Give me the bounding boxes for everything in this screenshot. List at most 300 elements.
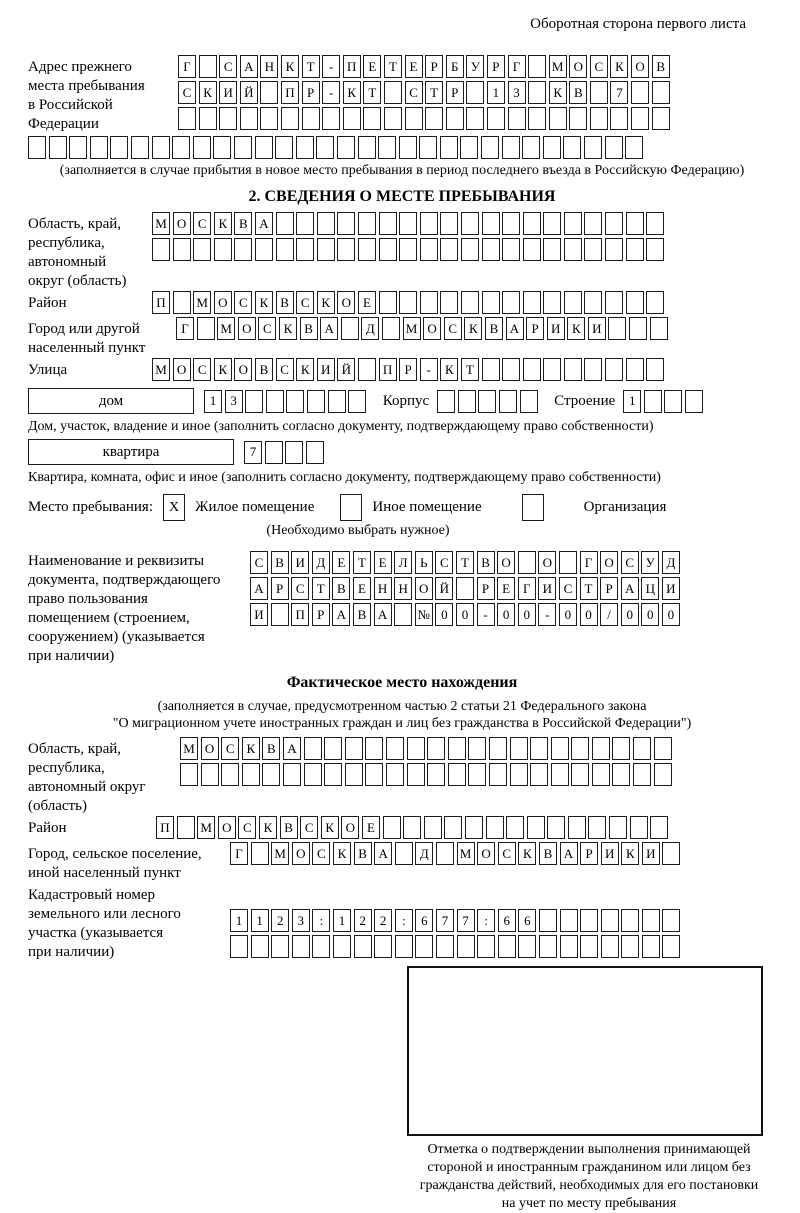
char-cell[interactable]: [343, 107, 361, 130]
char-cell[interactable]: [502, 136, 520, 159]
raion-row[interactable]: [152, 291, 667, 314]
char-cell[interactable]: 0: [580, 603, 598, 626]
char-cell[interactable]: 1: [230, 909, 248, 932]
char-cell[interactable]: М: [549, 55, 567, 78]
char-cell[interactable]: :: [477, 909, 495, 932]
char-cell[interactable]: [365, 763, 383, 786]
char-cell[interactable]: [580, 935, 598, 958]
char-cell[interactable]: [530, 763, 548, 786]
char-cell[interactable]: К: [199, 81, 217, 104]
char-cell[interactable]: [193, 238, 211, 261]
char-cell[interactable]: И: [662, 577, 680, 600]
char-cell[interactable]: [425, 107, 443, 130]
char-cell[interactable]: А: [240, 55, 258, 78]
char-cell[interactable]: [605, 238, 623, 261]
char-cell[interactable]: [626, 212, 644, 235]
char-cell[interactable]: [399, 212, 417, 235]
char-cell[interactable]: [522, 136, 540, 159]
fact-oblast-row-1[interactable]: [180, 737, 674, 760]
char-cell[interactable]: [178, 107, 196, 130]
char-cell[interactable]: К: [214, 212, 232, 235]
char-cell[interactable]: О: [292, 842, 310, 865]
char-cell[interactable]: А: [374, 842, 392, 865]
char-cell[interactable]: Р: [399, 358, 417, 381]
char-cell[interactable]: К: [321, 816, 339, 839]
char-cell[interactable]: [478, 390, 496, 413]
char-cell[interactable]: [543, 291, 561, 314]
char-cell[interactable]: [214, 238, 232, 261]
char-cell[interactable]: [276, 212, 294, 235]
char-cell[interactable]: [477, 935, 495, 958]
char-cell[interactable]: Ь: [415, 551, 433, 574]
char-cell[interactable]: С: [444, 317, 462, 340]
char-cell[interactable]: Л: [394, 551, 412, 574]
char-cell[interactable]: [255, 238, 273, 261]
kvartira-cells[interactable]: [244, 441, 326, 464]
char-cell[interactable]: С: [193, 212, 211, 235]
char-cell[interactable]: 0: [621, 603, 639, 626]
org-checkbox[interactable]: [522, 494, 544, 521]
char-cell[interactable]: [601, 935, 619, 958]
char-cell[interactable]: Д: [361, 317, 379, 340]
char-cell[interactable]: 1: [623, 390, 641, 413]
char-cell[interactable]: 7: [610, 81, 628, 104]
char-cell[interactable]: П: [152, 291, 170, 314]
char-cell[interactable]: В: [485, 317, 503, 340]
char-cell[interactable]: Т: [456, 551, 474, 574]
char-cell[interactable]: [498, 935, 516, 958]
char-cell[interactable]: В: [477, 551, 495, 574]
char-cell[interactable]: [324, 737, 342, 760]
char-cell[interactable]: [543, 212, 561, 235]
char-cell[interactable]: 6: [518, 909, 536, 932]
char-cell[interactable]: [337, 136, 355, 159]
ulitsa-row[interactable]: [152, 358, 667, 381]
char-cell[interactable]: К: [621, 842, 639, 865]
char-cell[interactable]: [448, 763, 466, 786]
char-cell[interactable]: [458, 390, 476, 413]
zhiloe-checkbox[interactable]: X: [163, 494, 185, 521]
char-cell[interactable]: П: [379, 358, 397, 381]
char-cell[interactable]: [440, 136, 458, 159]
char-cell[interactable]: [365, 737, 383, 760]
oblast-row-2[interactable]: [152, 238, 667, 261]
char-cell[interactable]: [255, 136, 273, 159]
char-cell[interactable]: [625, 136, 643, 159]
char-cell[interactable]: С: [258, 317, 276, 340]
char-cell[interactable]: [608, 317, 626, 340]
char-cell[interactable]: А: [621, 577, 639, 600]
char-cell[interactable]: [568, 816, 586, 839]
gorod-row[interactable]: [176, 317, 670, 340]
char-cell[interactable]: С: [590, 55, 608, 78]
char-cell[interactable]: [358, 358, 376, 381]
char-cell[interactable]: С: [291, 577, 309, 600]
char-cell[interactable]: [571, 763, 589, 786]
char-cell[interactable]: [662, 909, 680, 932]
char-cell[interactable]: [345, 763, 363, 786]
char-cell[interactable]: [296, 212, 314, 235]
char-cell[interactable]: -: [477, 603, 495, 626]
char-cell[interactable]: К: [333, 842, 351, 865]
char-cell[interactable]: П: [156, 816, 174, 839]
char-cell[interactable]: [528, 107, 546, 130]
char-cell[interactable]: [395, 935, 413, 958]
char-cell[interactable]: [296, 238, 314, 261]
char-cell[interactable]: [221, 763, 239, 786]
char-cell[interactable]: М: [403, 317, 421, 340]
char-cell[interactable]: [328, 390, 346, 413]
char-cell[interactable]: С: [296, 291, 314, 314]
char-cell[interactable]: К: [214, 358, 232, 381]
char-cell[interactable]: [457, 935, 475, 958]
char-cell[interactable]: [502, 238, 520, 261]
char-cell[interactable]: Д: [415, 842, 433, 865]
char-cell[interactable]: К: [255, 291, 273, 314]
char-cell[interactable]: [262, 763, 280, 786]
char-cell[interactable]: [626, 238, 644, 261]
char-cell[interactable]: [646, 291, 664, 314]
char-cell[interactable]: [547, 816, 565, 839]
char-cell[interactable]: [345, 737, 363, 760]
char-cell[interactable]: А: [332, 603, 350, 626]
char-cell[interactable]: -: [322, 81, 340, 104]
char-cell[interactable]: [486, 816, 504, 839]
char-cell[interactable]: [379, 238, 397, 261]
char-cell[interactable]: [626, 291, 644, 314]
char-cell[interactable]: О: [423, 317, 441, 340]
char-cell[interactable]: [358, 212, 376, 235]
char-cell[interactable]: [461, 238, 479, 261]
char-cell[interactable]: Н: [394, 577, 412, 600]
char-cell[interactable]: [322, 107, 340, 130]
char-cell[interactable]: [590, 107, 608, 130]
char-cell[interactable]: У: [466, 55, 484, 78]
char-cell[interactable]: [584, 291, 602, 314]
char-cell[interactable]: К: [317, 291, 335, 314]
char-cell[interactable]: И: [317, 358, 335, 381]
char-cell[interactable]: /: [600, 603, 618, 626]
char-cell[interactable]: И: [601, 842, 619, 865]
char-cell[interactable]: 2: [271, 909, 289, 932]
char-cell[interactable]: [302, 107, 320, 130]
char-cell[interactable]: М: [152, 212, 170, 235]
char-cell[interactable]: [605, 291, 623, 314]
char-cell[interactable]: 1: [487, 81, 505, 104]
char-cell[interactable]: К: [242, 737, 260, 760]
char-cell[interactable]: С: [250, 551, 268, 574]
char-cell[interactable]: [650, 317, 668, 340]
char-cell[interactable]: [510, 737, 528, 760]
char-cell[interactable]: [664, 390, 682, 413]
char-cell[interactable]: [685, 390, 703, 413]
char-cell[interactable]: [626, 358, 644, 381]
char-cell[interactable]: Р: [477, 577, 495, 600]
char-cell[interactable]: И: [219, 81, 237, 104]
char-cell[interactable]: [584, 212, 602, 235]
char-cell[interactable]: [348, 390, 366, 413]
char-cell[interactable]: [436, 842, 454, 865]
char-cell[interactable]: [358, 136, 376, 159]
char-cell[interactable]: О: [341, 816, 359, 839]
char-cell[interactable]: Р: [487, 55, 505, 78]
char-cell[interactable]: [559, 551, 577, 574]
char-cell[interactable]: Е: [358, 291, 376, 314]
char-cell[interactable]: И: [538, 577, 556, 600]
char-cell[interactable]: М: [197, 816, 215, 839]
char-cell[interactable]: [386, 737, 404, 760]
char-cell[interactable]: П: [343, 55, 361, 78]
char-cell[interactable]: [631, 107, 649, 130]
char-cell[interactable]: [436, 935, 454, 958]
char-cell[interactable]: [420, 212, 438, 235]
char-cell[interactable]: [629, 317, 647, 340]
char-cell[interactable]: Г: [508, 55, 526, 78]
char-cell[interactable]: [354, 935, 372, 958]
char-cell[interactable]: [437, 390, 455, 413]
char-cell[interactable]: [374, 935, 392, 958]
char-cell[interactable]: С: [312, 842, 330, 865]
char-cell[interactable]: С: [221, 737, 239, 760]
char-cell[interactable]: О: [497, 551, 515, 574]
char-cell[interactable]: [523, 238, 541, 261]
char-cell[interactable]: К: [281, 55, 299, 78]
char-cell[interactable]: [523, 358, 541, 381]
char-cell[interactable]: [219, 107, 237, 130]
char-cell[interactable]: [530, 737, 548, 760]
char-cell[interactable]: 0: [559, 603, 577, 626]
fact-oblast-row-2[interactable]: [180, 763, 674, 786]
char-cell[interactable]: С: [234, 291, 252, 314]
char-cell[interactable]: Й: [435, 577, 453, 600]
char-cell[interactable]: [461, 212, 479, 235]
char-cell[interactable]: 7: [457, 909, 475, 932]
char-cell[interactable]: [275, 136, 293, 159]
char-cell[interactable]: О: [173, 212, 191, 235]
char-cell[interactable]: 0: [641, 603, 659, 626]
char-cell[interactable]: К: [440, 358, 458, 381]
char-cell[interactable]: [363, 107, 381, 130]
char-cell[interactable]: Б: [446, 55, 464, 78]
char-cell[interactable]: [399, 136, 417, 159]
char-cell[interactable]: О: [201, 737, 219, 760]
char-cell[interactable]: [260, 107, 278, 130]
char-cell[interactable]: [337, 212, 355, 235]
char-cell[interactable]: [642, 909, 660, 932]
char-cell[interactable]: Р: [526, 317, 544, 340]
char-cell[interactable]: [539, 909, 557, 932]
char-cell[interactable]: [502, 358, 520, 381]
char-cell[interactable]: [440, 212, 458, 235]
char-cell[interactable]: [420, 291, 438, 314]
char-cell[interactable]: [197, 317, 215, 340]
char-cell[interactable]: [49, 136, 67, 159]
char-cell[interactable]: [230, 935, 248, 958]
char-cell[interactable]: 0: [497, 603, 515, 626]
char-cell[interactable]: [564, 358, 582, 381]
char-cell[interactable]: [610, 107, 628, 130]
char-cell[interactable]: О: [600, 551, 618, 574]
char-cell[interactable]: [201, 763, 219, 786]
char-cell[interactable]: [286, 390, 304, 413]
char-cell[interactable]: М: [193, 291, 211, 314]
char-cell[interactable]: О: [477, 842, 495, 865]
char-cell[interactable]: Ц: [641, 577, 659, 600]
char-cell[interactable]: [551, 737, 569, 760]
char-cell[interactable]: Г: [518, 577, 536, 600]
char-cell[interactable]: [177, 816, 195, 839]
char-cell[interactable]: [621, 909, 639, 932]
char-cell[interactable]: [601, 909, 619, 932]
char-cell[interactable]: М: [217, 317, 235, 340]
char-cell[interactable]: [395, 842, 413, 865]
char-cell[interactable]: С: [219, 55, 237, 78]
char-cell[interactable]: [571, 737, 589, 760]
char-cell[interactable]: [481, 136, 499, 159]
char-cell[interactable]: С: [300, 816, 318, 839]
char-cell[interactable]: 1: [251, 909, 269, 932]
char-cell[interactable]: А: [250, 577, 268, 600]
char-cell[interactable]: [652, 81, 670, 104]
char-cell[interactable]: О: [238, 317, 256, 340]
char-cell[interactable]: В: [569, 81, 587, 104]
char-cell[interactable]: К: [610, 55, 628, 78]
char-cell[interactable]: Й: [337, 358, 355, 381]
char-cell[interactable]: [399, 238, 417, 261]
char-cell[interactable]: Т: [363, 81, 381, 104]
char-cell[interactable]: [69, 136, 87, 159]
char-cell[interactable]: В: [354, 842, 372, 865]
char-cell[interactable]: Г: [230, 842, 248, 865]
char-cell[interactable]: [499, 390, 517, 413]
char-cell[interactable]: М: [457, 842, 475, 865]
char-cell[interactable]: [420, 238, 438, 261]
char-cell[interactable]: В: [271, 551, 289, 574]
char-cell[interactable]: С: [498, 842, 516, 865]
char-cell[interactable]: [446, 107, 464, 130]
char-cell[interactable]: [307, 390, 325, 413]
char-cell[interactable]: Е: [363, 55, 381, 78]
char-cell[interactable]: [444, 816, 462, 839]
char-cell[interactable]: А: [374, 603, 392, 626]
char-cell[interactable]: К: [518, 842, 536, 865]
char-cell[interactable]: [384, 107, 402, 130]
char-cell[interactable]: С: [238, 816, 256, 839]
char-cell[interactable]: [482, 238, 500, 261]
char-cell[interactable]: [564, 238, 582, 261]
char-cell[interactable]: У: [641, 551, 659, 574]
char-cell[interactable]: [489, 737, 507, 760]
char-cell[interactable]: К: [464, 317, 482, 340]
char-cell[interactable]: [551, 763, 569, 786]
char-cell[interactable]: [378, 136, 396, 159]
char-cell[interactable]: Т: [353, 551, 371, 574]
char-cell[interactable]: О: [214, 291, 232, 314]
char-cell[interactable]: :: [395, 909, 413, 932]
char-cell[interactable]: [502, 291, 520, 314]
char-cell[interactable]: В: [332, 577, 350, 600]
char-cell[interactable]: М: [271, 842, 289, 865]
char-cell[interactable]: [427, 737, 445, 760]
char-cell[interactable]: Й: [240, 81, 258, 104]
char-cell[interactable]: К: [549, 81, 567, 104]
char-cell[interactable]: [539, 935, 557, 958]
char-cell[interactable]: [646, 238, 664, 261]
prev-address-row-4[interactable]: [28, 136, 776, 159]
char-cell[interactable]: [193, 136, 211, 159]
char-cell[interactable]: С: [276, 358, 294, 381]
char-cell[interactable]: [644, 390, 662, 413]
char-cell[interactable]: [281, 107, 299, 130]
char-cell[interactable]: С: [193, 358, 211, 381]
char-cell[interactable]: Т: [302, 55, 320, 78]
char-cell[interactable]: С: [178, 81, 196, 104]
char-cell[interactable]: [605, 136, 623, 159]
char-cell[interactable]: [642, 935, 660, 958]
char-cell[interactable]: [621, 935, 639, 958]
char-cell[interactable]: [605, 358, 623, 381]
char-cell[interactable]: [283, 763, 301, 786]
char-cell[interactable]: И: [250, 603, 268, 626]
char-cell[interactable]: Е: [374, 551, 392, 574]
char-cell[interactable]: Р: [580, 842, 598, 865]
char-cell[interactable]: 0: [456, 603, 474, 626]
char-cell[interactable]: Т: [384, 55, 402, 78]
char-cell[interactable]: -: [322, 55, 340, 78]
char-cell[interactable]: [612, 763, 630, 786]
char-cell[interactable]: [379, 291, 397, 314]
char-cell[interactable]: [543, 238, 561, 261]
char-cell[interactable]: [489, 763, 507, 786]
char-cell[interactable]: [510, 763, 528, 786]
char-cell[interactable]: П: [281, 81, 299, 104]
char-cell[interactable]: 0: [435, 603, 453, 626]
char-cell[interactable]: [407, 737, 425, 760]
char-cell[interactable]: [285, 441, 303, 464]
char-cell[interactable]: В: [539, 842, 557, 865]
char-cell[interactable]: [646, 358, 664, 381]
oblast-row-1[interactable]: [152, 212, 667, 235]
char-cell[interactable]: [564, 212, 582, 235]
char-cell[interactable]: В: [652, 55, 670, 78]
kadastr-row-1[interactable]: [230, 909, 683, 932]
char-cell[interactable]: Е: [497, 577, 515, 600]
char-cell[interactable]: О: [234, 358, 252, 381]
char-cell[interactable]: [199, 107, 217, 130]
prev-address-row-3[interactable]: [178, 107, 672, 130]
char-cell[interactable]: [482, 358, 500, 381]
char-cell[interactable]: К: [259, 816, 277, 839]
char-cell[interactable]: Н: [374, 577, 392, 600]
char-cell[interactable]: В: [280, 816, 298, 839]
char-cell[interactable]: [527, 816, 545, 839]
dom-cells[interactable]: [204, 390, 369, 413]
char-cell[interactable]: О: [569, 55, 587, 78]
char-cell[interactable]: [650, 816, 668, 839]
char-cell[interactable]: [199, 55, 217, 78]
char-cell[interactable]: М: [152, 358, 170, 381]
char-cell[interactable]: [152, 136, 170, 159]
char-cell[interactable]: [405, 107, 423, 130]
char-cell[interactable]: [245, 390, 263, 413]
char-cell[interactable]: [508, 107, 526, 130]
char-cell[interactable]: 0: [518, 603, 536, 626]
char-cell[interactable]: [382, 317, 400, 340]
char-cell[interactable]: [265, 441, 283, 464]
char-cell[interactable]: А: [506, 317, 524, 340]
char-cell[interactable]: [427, 763, 445, 786]
char-cell[interactable]: [180, 763, 198, 786]
